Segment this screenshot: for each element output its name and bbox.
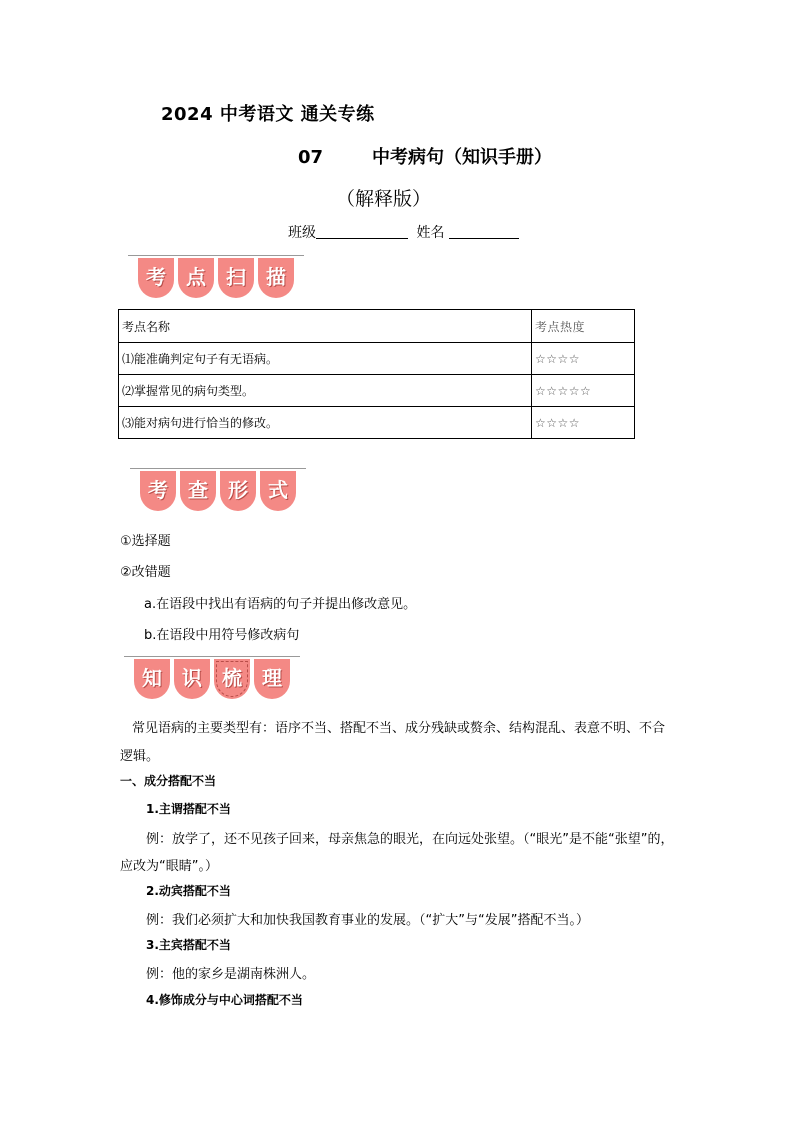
example-text: 例：我们必须扩大和加快我国教育事业的发展。（“扩大”与“发展”搭配不当。） — [146, 913, 589, 928]
table-cell: ⑵掌握常见的病句类型。 — [119, 375, 532, 407]
form-item-2: ②改错题 — [120, 565, 171, 580]
intro-line-1: 常见语病的主要类型有：语序不当、搭配不当、成分残缺或赘余、结构混乱、表意不明、不合 — [132, 721, 666, 736]
name-blank — [449, 225, 519, 239]
banner-flag: 理 — [254, 659, 290, 699]
table-header-cell: 考点名称 — [119, 310, 532, 343]
chapter-number: 07 — [298, 147, 324, 168]
subsection-heading: 3.主宾搭配不当 — [146, 938, 231, 952]
banner-kaocha-xingshi — [130, 468, 306, 518]
subsection-heading: 4.修饰成分与中心词搭配不当 — [146, 993, 303, 1007]
table-row — [119, 343, 635, 375]
name-label: 姓名 — [416, 225, 445, 241]
banner-rule — [130, 468, 306, 469]
heat-stars: ☆☆☆☆ — [532, 343, 635, 375]
intro-line-2: 逻辑。 — [120, 749, 160, 764]
banner-rule — [128, 255, 304, 256]
subsection-heading: 2.动宾搭配不当 — [146, 884, 231, 898]
form-sub-b: b.在语段中用符号修改病句 — [144, 628, 300, 643]
example-text: 应改为“眼睛”。） — [120, 859, 218, 874]
banner-flag: 式 — [260, 471, 296, 511]
table-row — [119, 407, 635, 439]
banner-zhishi-shuli — [124, 656, 300, 706]
banner-rule — [124, 656, 300, 657]
kaodian-table — [118, 309, 635, 439]
table-row — [119, 375, 635, 407]
subsection-heading: 1.主谓搭配不当 — [146, 802, 231, 816]
banner-flag: 查 — [180, 471, 216, 511]
table-cell: ⑶能对病句进行恰当的修改。 — [119, 407, 532, 439]
banner-flag: 考 — [138, 258, 174, 298]
chapter-title: 中考病句（知识手册） — [372, 147, 552, 168]
banner-flag: 描 — [258, 258, 294, 298]
banner-flag: 点 — [178, 258, 214, 298]
edition-label: （解释版） — [336, 188, 432, 210]
banner-flag: 扫 — [218, 258, 254, 298]
class-blank — [316, 225, 408, 239]
document-title: 2024 中考语文 通关专练 — [161, 104, 375, 125]
banner-flag: 识 — [174, 659, 210, 699]
heat-stars: ☆☆☆☆☆ — [532, 375, 635, 407]
banner-flag: 知 — [134, 659, 170, 699]
class-label: 班级 — [288, 225, 316, 241]
banner-kaodian-saomiao — [128, 255, 304, 305]
class-name-line — [288, 222, 519, 242]
document-subtitle — [298, 143, 552, 169]
banner-flag: 形 — [220, 471, 256, 511]
example-text: 例：放学了，还不见孩子回来，母亲焦急的眼光，在向远处张望。（“眼光”是不能“张望”的， — [146, 832, 674, 847]
table-cell: ⑴能准确判定句子有无语病。 — [119, 343, 532, 375]
table-header-row — [119, 310, 635, 343]
form-item-1: ①选择题 — [120, 534, 171, 549]
table-header-cell: 考点热度 — [532, 310, 635, 343]
example-text: 例：他的家乡是湖南株洲人。 — [146, 967, 316, 982]
banner-flag: 考 — [140, 471, 176, 511]
form-sub-a: a.在语段中找出有语病的句子并提出修改意见。 — [144, 597, 417, 612]
heat-stars: ☆☆☆☆ — [532, 407, 635, 439]
section-heading: 一、成分搭配不当 — [120, 774, 217, 788]
banner-flag: 梳 — [214, 659, 250, 699]
